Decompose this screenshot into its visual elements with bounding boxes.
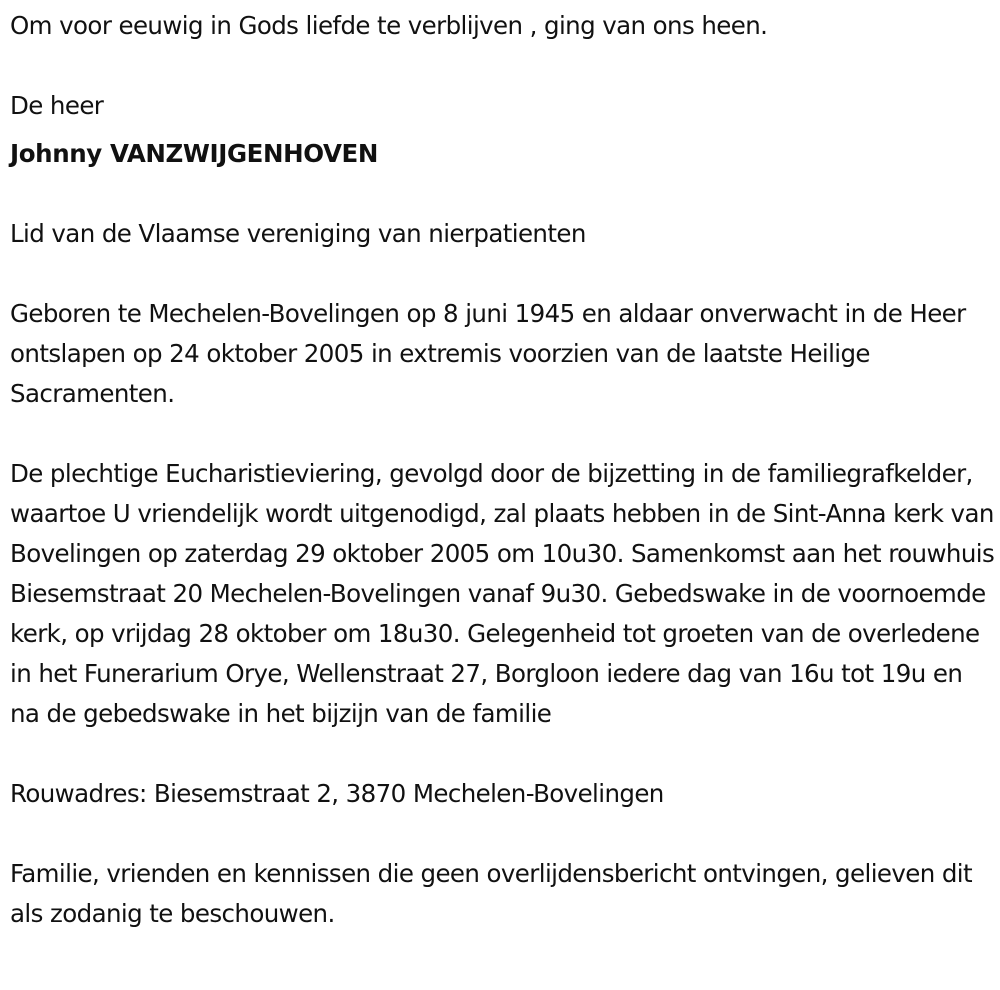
- birth-death-paragraph: Geboren te Mechelen-Bovelingen op 8 juni 1945 en aldaar onverwacht in de Heer ontslapen op 24 oktober 2005 in extremis voorzien van de laatste Heilige Sacramenten.: [10, 299, 966, 408]
- deceased-name: Johnny VANZWIJGENHOVEN: [10, 139, 378, 168]
- spacer: [10, 734, 995, 774]
- ceremony-paragraph: De plechtige Eucharistieviering, gevolgd door de bijzetting in de familiegrafkelder, waartoe U vriendelijk wordt uitgenodigd, zal plaats hebben in de Sint-Anna kerk van Bovelingen op zaterdag 29 oktober 2005 om 10u30. Samenkomst aan het rouwhuis Biesemstraat 20 Mechelen-Bovelingen vanaf 9u30. Gebedswake in de voornoemde kerk, op vrijdag 28 oktober om 18u30. Gelegenheid tot groeten van de overledene in het Funerarium Orye, Wellenstraat 27, Borgloon iedere dag van 16u tot 19u en na de gebedswake in het bijzijn van de familie: [10, 459, 995, 728]
- intro-line: Om voor eeuwig in Gods liefde te verblijven , ging van ons heen.: [10, 11, 768, 40]
- title-prefix: De heer: [10, 91, 104, 120]
- spacer: [10, 174, 995, 214]
- spacer: [10, 814, 995, 854]
- spacer: [10, 46, 995, 86]
- spacer: [10, 414, 995, 454]
- address-line: Rouwadres: Biesemstraat 2, 3870 Mechelen-Bovelingen: [10, 779, 664, 808]
- death-notice: [10, 6, 995, 934]
- closing-paragraph: Familie, vrienden en kennissen die geen overlijdensbericht ontvingen, gelieven dit als zodanig te beschouwen.: [10, 859, 973, 928]
- membership-line: Lid van de Vlaamse vereniging van nierpatienten: [10, 219, 586, 248]
- spacer: [10, 254, 995, 294]
